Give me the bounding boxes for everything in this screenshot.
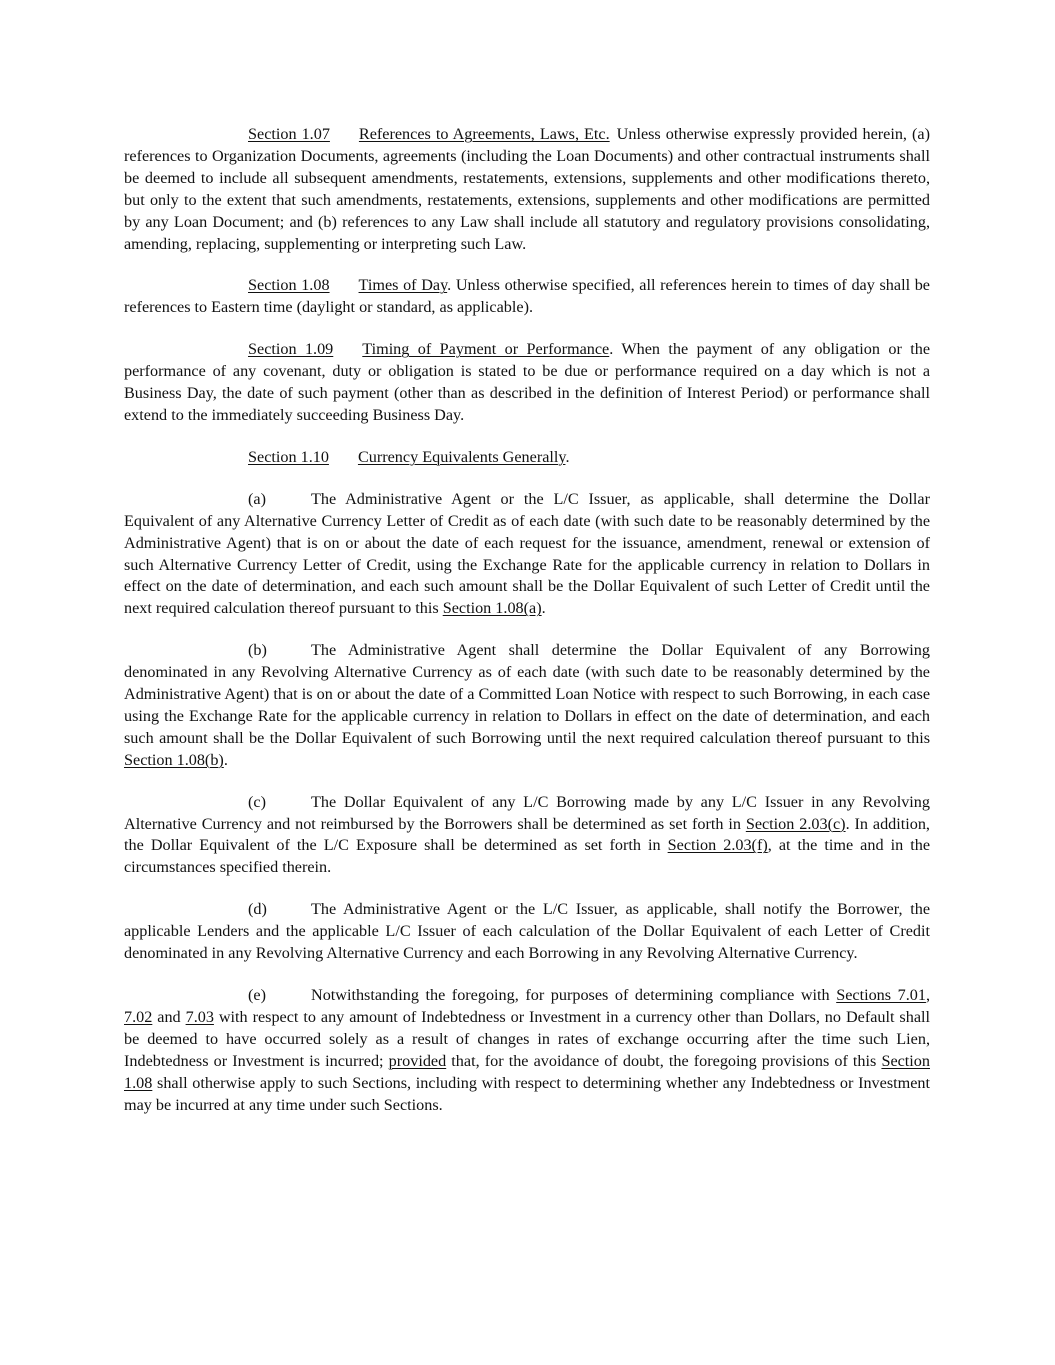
clause-e-paragraph	[124, 985, 930, 1116]
clause-b-paragraph	[124, 640, 930, 771]
section-1-09-text: . When the payment of any obligation or the performance of any covenant, duty or obligation is stated to be due or performance required on a day which is not a Business Day, the date of such payment (other than as described in the definition of Interest Period) or performance shall extend to the immediately succeeding Business Day.	[124, 340, 931, 424]
section-1-08-title: Times of Day	[358, 276, 448, 295]
clause-a-text: The Administrative Agent or the L/C Issuer, as applicable, shall determine the Dollar Equivalent of any Alternative Currency Letter of Credit as of each date (with such date to be reasonably determined by the Administrative Agent) that is on or about the date of each request for the issuance, amendment, renewal or extension of such Alternative Currency Letter of Credit, using the Exchange Rate for the applicable currency in relation to Dollars in effect on the date of determination, and each such amount shall be the Dollar Equivalent of such Letter of Credit until the next required calculation thereof pursuant to this	[124, 489, 930, 618]
document-page	[124, 124, 930, 1116]
section-1-07-title: References to Agreements, Laws, Etc.	[358, 125, 610, 143]
clause-d-text: The Administrative Agent or the L/C Issuer, as applicable, shall notify the Borrower, the applicable Lenders and the applicable L/C Issuer of each calculation of the Dollar Equivalent of each Letter of Credit denominated in any Revolving Alternative Currency and each Borrowing in any Revolving Alternative Currency.	[124, 900, 930, 963]
clause-e-text-1: Notwithstanding the foregoing, for purposes of determining compliance with	[311, 986, 837, 1004]
clause-b-text: The Administrative Agent shall determine the Dollar Equivalent of any Borrowing denominated in any Revolving Alternative Currency as of each date (with such date to be reasonably determined by the Administrative Agent) that is on or about the date of a Committed Loan Notice with respect to such Borrowing, in each case using the Exchange Rate for the applicable currency in relation to Dollars in effect on the date of determination, and each such amount shall be the Dollar Equivalent of such Borrowing until the next required calculation thereof pursuant to this	[124, 641, 930, 747]
clause-e-text-2: ,	[925, 986, 930, 1004]
clause-c-reference-1: Section 2.03(c)	[745, 814, 846, 833]
clause-e-label: (e)	[248, 986, 266, 1004]
section-1-10-heading	[248, 448, 565, 466]
clause-e-text-4: with respect to any amount of Indebtedness or Investment in a currency other than Dollars, no Default shall be deemed to have occurred solely as a result of changes in rates of exchange occurring after the time such Lien, Indebtedness or Investment is incurred;	[124, 1007, 930, 1070]
clause-a-reference: Section 1.08(a)	[442, 599, 542, 618]
clause-e-text-6: shall otherwise apply to such Sections, including with respect to determining whether any Indebtedness or Investment may be incurred at any time under such Sections.	[124, 1073, 930, 1114]
section-1-10-end: .	[565, 447, 570, 466]
clause-b-label: (b)	[248, 641, 267, 660]
clause-c-text-1: The Dollar Equivalent of any L/C Borrowing made by any L/C Issuer in any Revolving Alternative Currency and not reimbursed by the Borrowers shall be determined as set forth in	[124, 792, 930, 833]
clause-e-reference-3: 7.03	[185, 1007, 214, 1026]
clause-d-label: (d)	[248, 900, 267, 919]
clause-c-label: (c)	[248, 792, 266, 811]
section-1-07-text: Unless otherwise expressly provided herein, (a) references to Organization Documents, agreements (including the Loan Documents) and other contractual instruments shall be deemed to include all subsequent amendments, restatements, extensions, supplements and other modifications thereto, but only to the extent that such amendments, restatements, extensions, supplements and other modifications are permitted by any Loan Document; and (b) references to any Law shall include all statutory and regulatory provisions consolidating, amending, replacing, supplementing or interpreting such Law.	[124, 125, 930, 253]
section-1-08-heading	[248, 276, 447, 294]
section-1-07-number: Section 1.07	[248, 125, 330, 143]
clause-d-paragraph	[124, 899, 930, 965]
section-1-08-text: . Unless otherwise specified, all references herein to times of day shall be references to Eastern time (daylight or standard, as applicable).	[124, 276, 930, 317]
clause-a-paragraph	[124, 489, 930, 620]
clause-e-reference-1: Sections 7.01	[836, 986, 926, 1004]
clause-c-paragraph	[124, 792, 930, 880]
clause-c-reference-2: Section 2.03(f)	[667, 836, 768, 855]
section-1-07-heading	[248, 125, 610, 143]
clause-a-label: (a)	[248, 489, 266, 508]
clause-e-reference-2: 7.02	[124, 1007, 153, 1026]
section-1-10-title: Currency Equivalents Generally	[357, 447, 566, 466]
section-1-08-number: Section 1.08	[248, 276, 330, 295]
clause-e-proviso: provided	[388, 1051, 447, 1070]
clause-e-text-3: and	[152, 1007, 186, 1026]
clause-c-text-2: . In addition, the Dollar Equivalent of the L/C Exposure shall be determined as set forth in	[124, 814, 930, 855]
section-1-09-paragraph	[124, 339, 930, 427]
section-1-07-paragraph	[124, 124, 930, 255]
clause-a-end: .	[541, 599, 546, 618]
section-1-09-title: Timing of Payment or Performance	[362, 340, 610, 359]
clause-e-text-5: that, for the avoidance of doubt, the foregoing provisions of this	[446, 1051, 882, 1070]
section-1-09-number: Section 1.09	[248, 340, 334, 359]
section-1-10-number: Section 1.10	[248, 447, 329, 466]
clause-c-text-3: , at the time and in the circumstances specified therein.	[124, 836, 931, 877]
section-1-10-paragraph	[124, 447, 930, 469]
clause-b-reference: Section 1.08(b)	[124, 750, 224, 769]
clause-e-reference-5: Section 1.08	[124, 1051, 930, 1092]
section-1-08-paragraph	[124, 275, 930, 319]
section-1-09-heading	[248, 340, 609, 358]
clause-b-end: .	[223, 750, 228, 769]
